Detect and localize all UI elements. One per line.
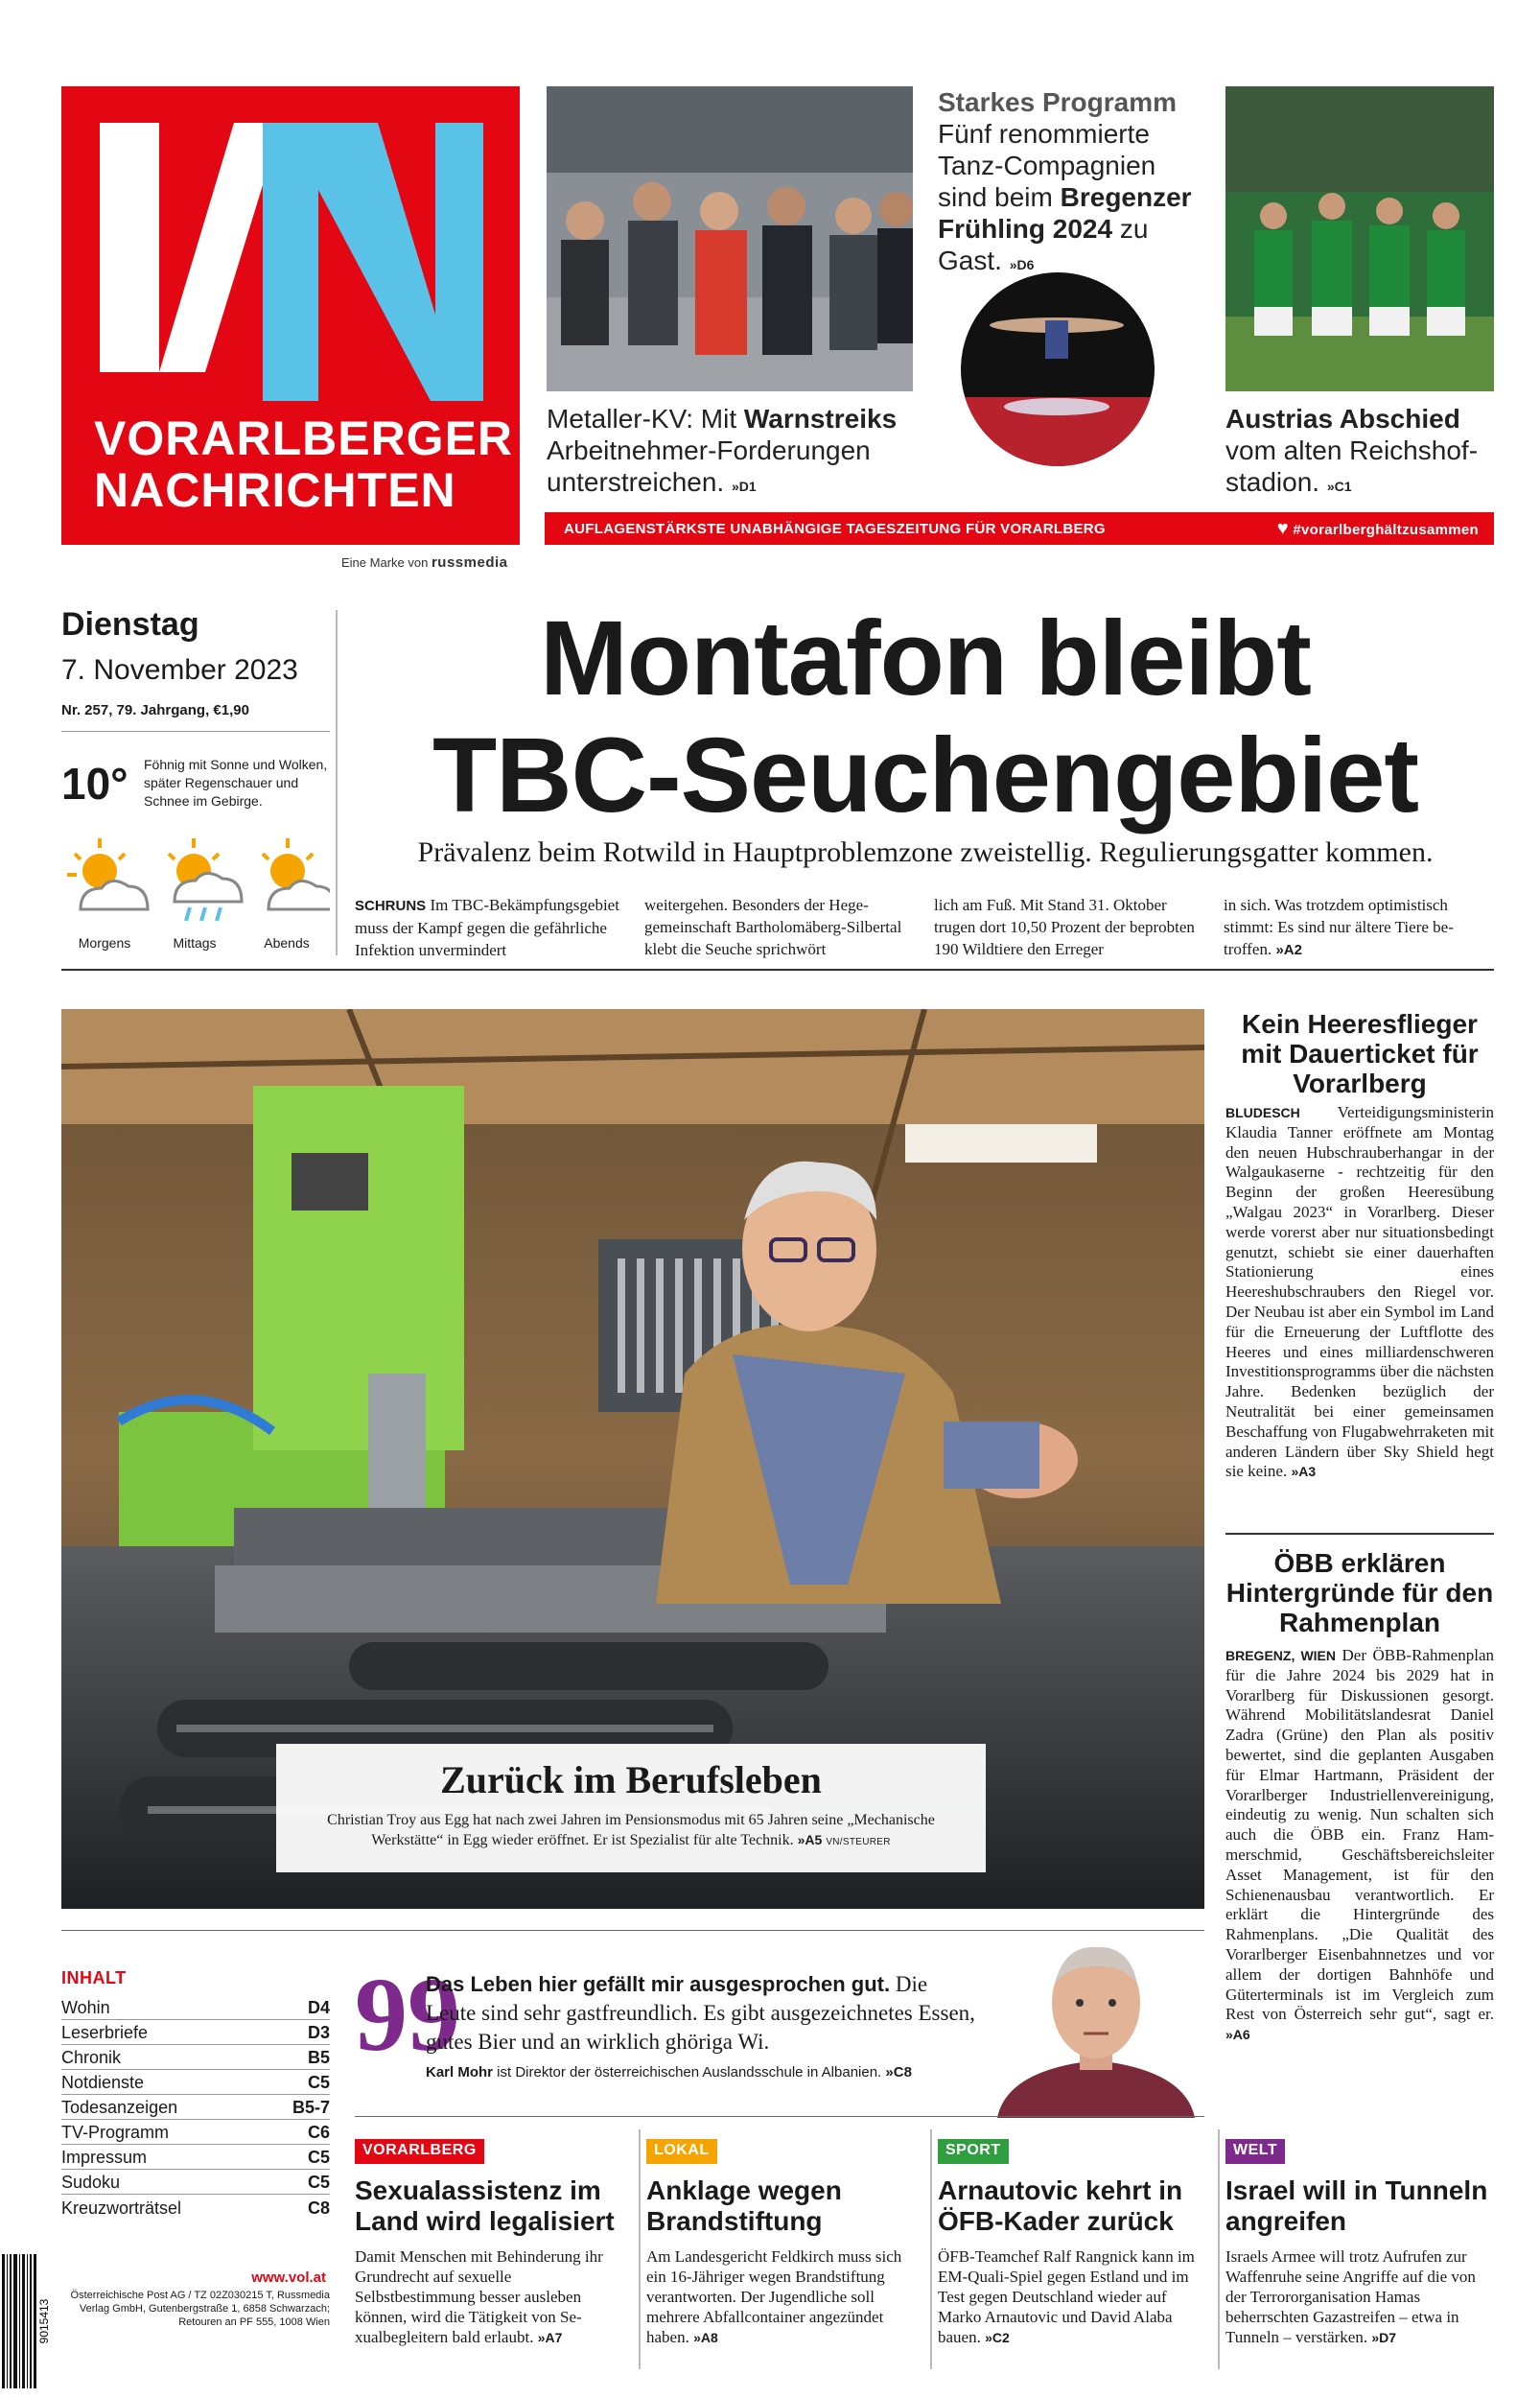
dancer-image <box>961 272 1155 466</box>
bottom-headline[interactable]: Sexualassistenz im Land wird legalisiert <box>355 2175 615 2236</box>
barcode-icon <box>0 2254 54 2388</box>
brand-note <box>341 554 508 571</box>
imprint: Österreichische Post AG / TZ 02Z030215 T, Russmedia Verlag GmbH, Gutenbergstraße 1, 6858 Schwarzach; Retouren an PF 555, 1008 Wien <box>70 2290 330 2328</box>
column-divider <box>336 610 338 955</box>
lead-col-1: SCHRUNS Im TBC-Bekämpfungsgebiet muss der Kampf gegen die gefährliche Infektion unvermindert <box>355 896 619 959</box>
page-ref: »D6 <box>1009 257 1035 272</box>
rain-cloud-icon <box>169 838 242 921</box>
weather-label-noon: Mittags <box>173 935 217 951</box>
vn-logo-icon <box>100 123 483 401</box>
tag-lokal[interactable]: LOKAL <box>646 2139 717 2164</box>
rule <box>355 2116 1204 2117</box>
bottom-body: Damit Menschen mit Behinderung ihr Grundrecht auf sexuelle Selbstbestimmung besser ausleben können, wird die Tätigkeit von Sexualbegleitern bald erlaubt. »A7 <box>355 2247 603 2346</box>
dance-photo[interactable] <box>961 272 1155 466</box>
tag-welt[interactable]: WELT <box>1225 2139 1285 2164</box>
tag-vorarlberg[interactable]: VORARLBERG <box>355 2139 484 2164</box>
quote-author: Karl Mohr ist Direktor der österreichischen Auslandsschule in Albanien. »C8 <box>426 2064 912 2081</box>
vn-logo[interactable] <box>61 86 520 545</box>
weather-label-evening: Abends <box>264 935 310 951</box>
weather-icons <box>61 833 330 929</box>
football-image <box>1225 86 1494 391</box>
lead-col-3: lich am Fuß. Mit Stand 31. Oktober trugen dort 10,50 Prozent der beprobten 190 Wildtiere den Erreger <box>934 896 1195 958</box>
photo-caption-box[interactable] <box>276 1744 986 1872</box>
weather-text: Föhnig mit Sonne und Wolken, später Regenschauer und Schnee im Gebirge. <box>144 757 328 809</box>
toc-item[interactable]: Leserbriefe D3 <box>61 2020 330 2045</box>
oebb-body: BREGENZ, WIEN Der ÖBB-Rahmenplan für die Jahre 2024 bis 2029 hat in Vorarlberg für Diskussionen gesorgt. Während Mobilitätslandesrat Daniel Zadra (Grüne) den Plan als positiv bewertet, sind die geplanten Ausgaben für Elmar Hartmann, Präsident der Vorarlberger Industriellenvereinigung, eindeutig zu wenig. Nun schalten sich auch die ÖBB ein. Franz Hammerschmid, Geschäftsbereichsleiter Asset Management, ist für den Schienenausbau verantwortlich. Er erklärt die Hintergründe des Rahmenplans. „Die Qualität des Vorarlberger Eisenbahnnetzes und vor allem der dortigen Bahnhöfe und Güterterminals ist im Vergleich zum Rest von Österreich sehr gut“, sagt er. »A6 <box>1225 1646 1494 2043</box>
tagline-bar <box>545 512 1494 545</box>
weekday: Dienstag <box>61 606 199 643</box>
lead-col-4: in sich. Was trotzdem optimistisch stimmt: Es sind nur ältere Tiere betroffen. »A2 <box>1224 896 1454 958</box>
toc-title: INHALT <box>61 1968 127 1987</box>
toc-item[interactable]: Notdienste C5 <box>61 2070 330 2095</box>
austria-photo[interactable] <box>1225 86 1494 391</box>
sun-cloud-icon <box>263 838 330 909</box>
page-ref: »C1 <box>1326 479 1352 494</box>
heer-body: BLUDESCH Verteidigungsministerin Klaudia Tanner eröffnete am Montag den neuen Hubschrauberhangar in der Walgaukaserne - rechtzeitig für den Beginn der großen Heeresübung „Walgau 2023“ in Vorarlberg. Dieser werde vorerst aber nur situationsbedingt genutzt, schiebt sie einer dauerhaften Stationierung eines Heereshubschraubers den Riegel vor. Der Neubau ist aber ein Symbol im Land für die Erneuerung der Luftflotte des Heeres und eines milliardenschweren Investitionsprogramms über die nächsten Jahre. Bedenken bezüglich der Neutralität bei einer gemeinsamen Beschaffung von Flugabwehrraketen mit anderen Ländern über Sky Shield hegt sie keine. »A3 <box>1225 1103 1494 1481</box>
column-divider <box>930 2129 932 2369</box>
toc-item[interactable]: Todesanzeigen B5-7 <box>61 2095 330 2120</box>
logo-line-1: VORARLBERGER <box>94 411 514 465</box>
toc-item[interactable]: TV-Programm C6 <box>61 2120 330 2145</box>
divider <box>61 731 330 732</box>
protest-image <box>547 86 913 391</box>
lead-subhead: Prävalenz beim Rotwild in Hauptproblemzone zweistellig. Regulierungsgatter kommen. <box>417 836 1434 868</box>
section-rule <box>61 969 1494 971</box>
metaller-teaser[interactable]: Metaller-KV: Mit Warnstreiks Arbeitnehmer-Forderungen unterstreichen. »D1 <box>547 404 898 497</box>
tagline: AUFLAGENSTÄRKSTE UNABHÄNGIGE TAGESZEITUNG FÜR VORARLBERG <box>564 520 1106 537</box>
quote-icon: 99 <box>355 1956 460 2073</box>
toc-item[interactable]: Impressum C5 <box>61 2145 330 2170</box>
quote-text: Das Leben hier gefällt mir ausgesprochen gut. Die Leute sind sehr gastfreundlich. Es gibt ausgezeichnetes Essen, gutes Bier und an wirklich ghöriga Wi. <box>426 1972 975 2054</box>
brand-prefix: Eine Marke von <box>341 555 429 570</box>
bottom-body: ÖFB-Teamchef Ralf Rangnick kann im EM-Quali-Spiel gegen Estland und im Test gegen Deutschland wieder auf Marko Arnautovic und David Alaba bauen. »C2 <box>938 2247 1195 2346</box>
lead-headline[interactable]: Montafon bleibt TBC-Seuchengebiet <box>432 600 1419 835</box>
photo-story-title: Zurück im Berufsleben <box>440 1758 822 1801</box>
metaller-photo[interactable] <box>547 86 913 391</box>
toc-item[interactable]: Chronik B5 <box>61 2045 330 2070</box>
logo-line-2: NACHRICHTEN <box>94 463 456 517</box>
quote-portrait <box>988 1926 1204 2118</box>
heart-icon: ♥ <box>1276 517 1289 539</box>
bottom-body: Am Landesgericht Feldkirch muss sich ein 16-Jähriger wegen Brandstiftung verantworten. Der Jugendliche soll mehrere Abfallcontainer angezündet haben. »A8 <box>646 2247 902 2346</box>
page-ref: »D1 <box>732 479 757 494</box>
article-divider <box>1225 1533 1494 1535</box>
heer-headline[interactable]: Kein Heeresflieger mit Dauerticket für Vorarlberg <box>1241 1009 1479 1098</box>
lead-col-2: weitergehen. Besonders der Hegegemeinschaft Bartholomäberg-Silbertal klebt die Seuche sprichwört <box>644 896 902 958</box>
toc-item[interactable]: Kreuzworträtsel C8 <box>61 2198 330 2218</box>
bottom-headline[interactable]: Arnautovic kehrt in ÖFB-Kader zurück <box>938 2175 1183 2236</box>
tanz-teaser[interactable]: Starkes Programm Fünf renommierte Tanz-Compagnien sind beim Bregenzer Frühling 2024 zu Gast. »D6 <box>938 86 1206 281</box>
website-link[interactable]: www.vol.at <box>251 2269 326 2286</box>
austria-teaser[interactable]: Austrias Abschied vom alten Reichshofstadion. »C1 <box>1225 404 1479 497</box>
issue-number: Nr. 257, 79. Jahrgang, €1,90 <box>61 702 249 718</box>
bottom-headline[interactable]: Israel will in Tunneln angreifen <box>1225 2175 1488 2236</box>
logo-wordmark <box>94 411 514 517</box>
photo-credit: VN/STEURER <box>826 1837 891 1847</box>
portrait-image <box>988 1926 1204 2118</box>
barcode-number: 9015413 <box>37 2298 51 2344</box>
sun-cloud-icon <box>67 838 148 909</box>
photo-caption: Christian Troy aus Egg hat nach zwei Jahren im Pensionsmodus mit 65 Jahren seine „Mechanische Werkstätte“ in Egg wieder eröffnet. Er ist Spezialist für alte Technik. »A5 VN/STEURER <box>327 1812 935 1848</box>
issue-date: 7. November 2023 <box>61 654 298 686</box>
russmedia-logo: russmedia <box>431 554 508 571</box>
toc-item[interactable]: Wohin D4 <box>61 1995 330 2020</box>
bottom-body: Israels Armee will trotz Aufrufen zur Waffenruhe seine Angriffe auf die von der Terrororganisation Hamas beherrschten Gazastreifen – etwa in Tunneln – verstärken. »D7 <box>1225 2247 1476 2346</box>
temperature: 10° <box>61 759 128 809</box>
column-divider <box>639 2129 641 2369</box>
weather-label-morning: Morgens <box>78 935 131 951</box>
oebb-headline[interactable]: ÖBB erklären Hintergründe für den Rahmenplan <box>1225 1548 1494 1637</box>
hashtag[interactable]: ♥ #vorarlberghältzusammen <box>1276 517 1479 539</box>
column-divider <box>1218 2129 1220 2369</box>
tag-sport[interactable]: SPORT <box>938 2139 1009 2164</box>
tanz-kicker: Starkes Programm <box>938 87 1178 117</box>
bottom-headline[interactable]: Anklage wegen Brandstiftung <box>646 2175 842 2236</box>
toc-item[interactable]: Sudoku C5 <box>61 2170 330 2195</box>
